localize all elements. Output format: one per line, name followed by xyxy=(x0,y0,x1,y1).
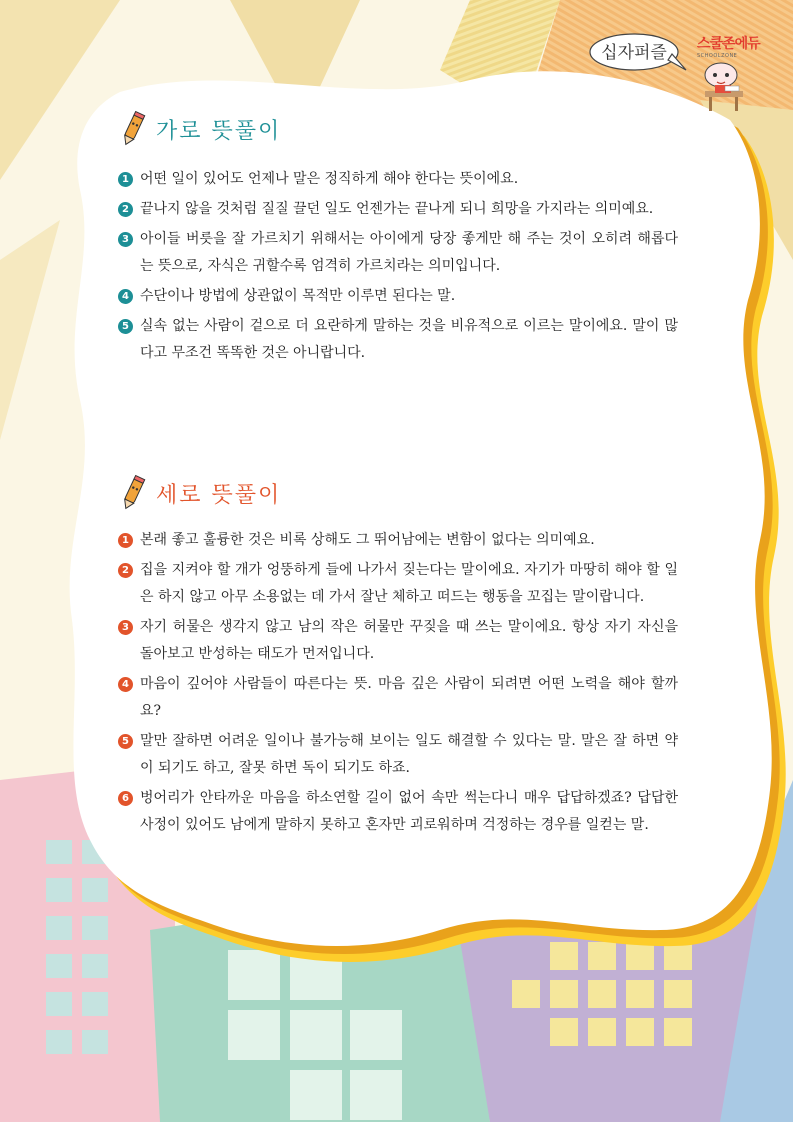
item-number: 3 xyxy=(118,620,133,635)
bubble-label: 십자퍼즐 xyxy=(601,43,667,63)
clue-text: 자기 허물은 생각지 않고 남의 작은 허물만 꾸짖을 때 쓰는 말이에요. 항상 자기 자신을 돌아보고 반성하는 태도가 먼저입니다. xyxy=(140,619,678,662)
item-number: 2 xyxy=(118,202,133,217)
clue-text: 마음이 깊어야 사람들이 따른다는 뜻. 마음 깊은 사람이 되려면 어떤 노력을 해야 할까요? xyxy=(140,676,678,719)
list-item xyxy=(118,196,678,223)
list-item xyxy=(118,527,678,554)
list-item xyxy=(118,671,678,725)
list-item xyxy=(118,166,678,193)
item-number: 5 xyxy=(118,319,133,334)
logo-main: 스쿨존에듀 xyxy=(697,36,760,52)
clue-text: 본래 좋고 훌륭한 것은 비록 상해도 그 뛰어남에는 변함이 없다는 의미예요. xyxy=(140,532,595,548)
item-number: 4 xyxy=(118,289,133,304)
item-number: 6 xyxy=(118,791,133,806)
clue-text: 수단이나 방법에 상관없이 목적만 이루면 된다는 말. xyxy=(140,288,456,304)
clue-text: 어떤 일이 있어도 언제나 말은 정직하게 해야 한다는 뜻이에요. xyxy=(140,171,519,187)
item-number: 1 xyxy=(118,533,133,548)
clue-text: 말만 잘하면 어려운 일이나 불가능해 보이는 일도 해결할 수 있다는 말. 말은 잘 하면 약이 되기도 하고, 잘못 하면 독이 되기도 하죠. xyxy=(140,733,678,776)
pencil-icon xyxy=(118,110,148,148)
list-item xyxy=(118,226,678,280)
list-item xyxy=(118,283,678,310)
across-section-title xyxy=(118,110,281,148)
list-item xyxy=(118,614,678,668)
pencil-icon xyxy=(118,474,148,512)
across-title-text: 가로 뜻풀이 xyxy=(156,118,282,144)
clue-text: 실속 없는 사람이 겉으로 더 요란하게 말하는 것을 비유적으로 이르는 말이에요. 말이 많다고 무조건 똑똑한 것은 아니랍니다. xyxy=(140,318,678,361)
list-item xyxy=(118,557,678,611)
item-number: 3 xyxy=(118,232,133,247)
mascot-icon xyxy=(695,55,755,115)
clue-text: 집을 지켜야 할 개가 엉뚱하게 들에 나가서 짖는다는 말이에요. 자기가 마땅히 해야 할 일은 하지 않고 아무 소용없는 데 가서 잘난 체하고 떠드는 행동을 꼬집는 말이랍니다. xyxy=(140,562,678,605)
down-section-title xyxy=(118,474,281,512)
across-clue-list xyxy=(118,166,678,370)
clue-text: 끝나지 않을 것처럼 질질 끌던 일도 언젠가는 끝나게 되니 희망을 가지라는 의미예요. xyxy=(140,201,654,217)
list-item xyxy=(118,313,678,367)
clue-text: 아이들 버릇을 잘 가르치기 위해서는 아이에게 당장 좋게만 해 주는 것이 오히려 해롭다는 뜻으로, 자식은 귀할수록 엄격히 가르치라는 의미입니다. xyxy=(140,231,678,274)
item-number: 2 xyxy=(118,563,133,578)
list-item xyxy=(118,785,678,839)
logo-sub: SCHOOLZONE xyxy=(697,53,738,59)
down-title-text: 세로 뜻풀이 xyxy=(156,482,282,508)
item-number: 5 xyxy=(118,734,133,749)
list-item xyxy=(118,728,678,782)
down-clue-list xyxy=(118,527,678,842)
item-number: 4 xyxy=(118,677,133,692)
item-number: 1 xyxy=(118,172,133,187)
clue-text: 벙어리가 안타까운 마음을 하소연할 길이 없어 속만 썩는다니 매우 답답하겠죠? 답답한 사정이 있어도 남에게 말하지 못하고 혼자만 괴로워하며 걱정하는 경우를 일컫는 말. xyxy=(140,790,678,833)
